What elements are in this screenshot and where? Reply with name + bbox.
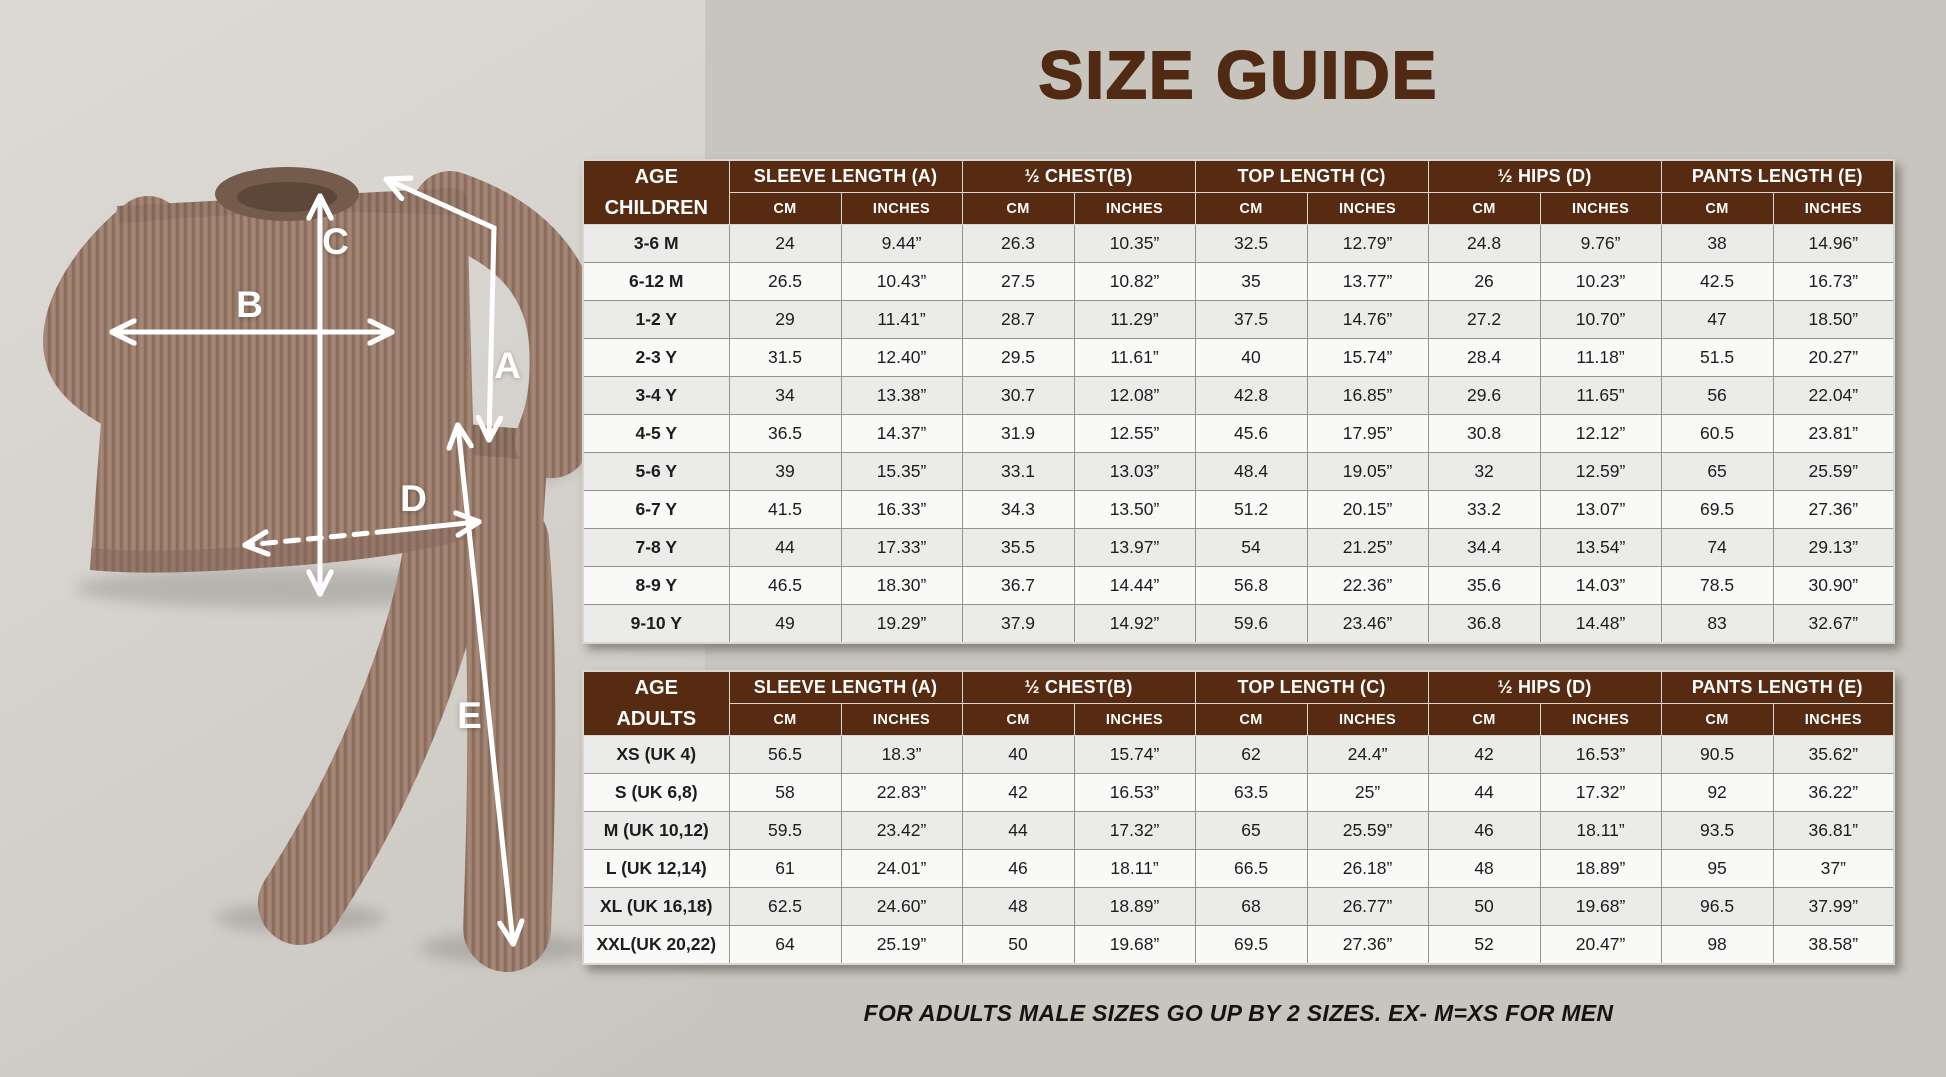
value-cell: 20.27” — [1773, 339, 1894, 377]
measure-label-e: E — [457, 695, 483, 736]
age-cell: 1-2 Y — [583, 301, 729, 339]
value-cell: 18.11” — [1074, 850, 1195, 888]
value-cell: 31.9 — [962, 415, 1074, 453]
value-cell: 60.5 — [1661, 415, 1773, 453]
value-cell: 38.58” — [1773, 926, 1894, 965]
value-cell: 69.5 — [1195, 926, 1307, 965]
value-cell: 26.18” — [1307, 850, 1428, 888]
value-cell: 15.74” — [1074, 736, 1195, 774]
value-cell: 42 — [1428, 736, 1540, 774]
value-cell: 14.96” — [1773, 225, 1894, 263]
value-cell: 25.59” — [1773, 453, 1894, 491]
value-cell: 16.53” — [1540, 736, 1661, 774]
unit-subheader: CM — [962, 704, 1074, 736]
value-cell: 25.59” — [1307, 812, 1428, 850]
size-row — [583, 774, 1894, 812]
value-cell: 17.33” — [841, 529, 962, 567]
value-cell: 61 — [729, 850, 841, 888]
value-cell: 27.5 — [962, 263, 1074, 301]
unit-subheader: INCHES — [1773, 704, 1894, 736]
value-cell: 42 — [962, 774, 1074, 812]
value-cell: 12.12” — [1540, 415, 1661, 453]
age-cell: 3-6 M — [583, 225, 729, 263]
value-cell: 28.7 — [962, 301, 1074, 339]
size-row — [583, 888, 1894, 926]
unit-subheader: CM — [1195, 704, 1307, 736]
measurement-group-header: SLEEVE LENGTH (A) — [729, 160, 962, 193]
value-cell: 9.44” — [841, 225, 962, 263]
value-cell: 37.9 — [962, 605, 1074, 644]
value-cell: 59.5 — [729, 812, 841, 850]
value-cell: 29.13” — [1773, 529, 1894, 567]
value-cell: 36.22” — [1773, 774, 1894, 812]
value-cell: 29.6 — [1428, 377, 1540, 415]
age-column-header-line: AGE — [634, 165, 678, 188]
age-cell: XL (UK 16,18) — [583, 888, 729, 926]
value-cell: 29 — [729, 301, 841, 339]
value-cell: 13.77” — [1307, 263, 1428, 301]
size-row — [583, 605, 1894, 644]
value-cell: 74 — [1661, 529, 1773, 567]
value-cell: 30.8 — [1428, 415, 1540, 453]
age-column-header-line: AGE — [634, 676, 678, 699]
value-cell: 22.36” — [1307, 567, 1428, 605]
value-cell: 12.55” — [1074, 415, 1195, 453]
value-cell: 16.53” — [1074, 774, 1195, 812]
value-cell: 18.30” — [841, 567, 962, 605]
size-row — [583, 453, 1894, 491]
value-cell: 36.7 — [962, 567, 1074, 605]
value-cell: 59.6 — [1195, 605, 1307, 644]
measure-label-d: D — [400, 478, 428, 519]
age-cell: 6-7 Y — [583, 491, 729, 529]
value-cell: 83 — [1661, 605, 1773, 644]
value-cell: 13.03” — [1074, 453, 1195, 491]
age-column-header — [583, 671, 729, 736]
age-cell: 4-5 Y — [583, 415, 729, 453]
value-cell: 34.3 — [962, 491, 1074, 529]
value-cell: 51.2 — [1195, 491, 1307, 529]
value-cell: 24.60” — [841, 888, 962, 926]
value-cell: 41.5 — [729, 491, 841, 529]
age-cell: 9-10 Y — [583, 605, 729, 644]
value-cell: 35 — [1195, 263, 1307, 301]
value-cell: 25” — [1307, 774, 1428, 812]
size-row — [583, 415, 1894, 453]
value-cell: 16.33” — [841, 491, 962, 529]
measurement-group-header: PANTS LENGTH (E) — [1661, 160, 1894, 193]
value-cell: 56.5 — [729, 736, 841, 774]
value-cell: 19.68” — [1074, 926, 1195, 965]
value-cell: 12.40” — [841, 339, 962, 377]
value-cell: 34 — [729, 377, 841, 415]
value-cell: 17.95” — [1307, 415, 1428, 453]
value-cell: 36.81” — [1773, 812, 1894, 850]
age-cell: 3-4 Y — [583, 377, 729, 415]
unit-subheader: INCHES — [1307, 704, 1428, 736]
measurement-group-header: ½ CHEST(B) — [962, 671, 1195, 704]
value-cell: 11.18” — [1540, 339, 1661, 377]
measurement-group-header: ½ CHEST(B) — [962, 160, 1195, 193]
value-cell: 12.79” — [1307, 225, 1428, 263]
unit-subheader: INCHES — [1773, 193, 1894, 225]
value-cell: 46 — [962, 850, 1074, 888]
value-cell: 49 — [729, 605, 841, 644]
value-cell: 24.01” — [841, 850, 962, 888]
unit-subheader: INCHES — [1540, 193, 1661, 225]
unit-subheader: INCHES — [1074, 193, 1195, 225]
age-column-header-line: ADULTS — [616, 707, 697, 730]
size-row — [583, 736, 1894, 774]
value-cell: 46.5 — [729, 567, 841, 605]
value-cell: 14.76” — [1307, 301, 1428, 339]
value-cell: 10.70” — [1540, 301, 1661, 339]
children-size-table — [582, 159, 1895, 644]
age-cell: 8-9 Y — [583, 567, 729, 605]
value-cell: 38 — [1661, 225, 1773, 263]
value-cell: 20.15” — [1307, 491, 1428, 529]
value-cell: 13.54” — [1540, 529, 1661, 567]
value-cell: 16.73” — [1773, 263, 1894, 301]
measure-label-b: B — [236, 284, 264, 325]
value-cell: 54 — [1195, 529, 1307, 567]
unit-subheader: INCHES — [841, 704, 962, 736]
unit-subheader: INCHES — [1307, 193, 1428, 225]
value-cell: 32.67” — [1773, 605, 1894, 644]
unit-subheader: CM — [1661, 193, 1773, 225]
value-cell: 10.82” — [1074, 263, 1195, 301]
value-cell: 17.32” — [1540, 774, 1661, 812]
value-cell: 11.61” — [1074, 339, 1195, 377]
value-cell: 65 — [1661, 453, 1773, 491]
value-cell: 36.8 — [1428, 605, 1540, 644]
unit-subheader: INCHES — [1074, 704, 1195, 736]
value-cell: 35.6 — [1428, 567, 1540, 605]
value-cell: 10.43” — [841, 263, 962, 301]
value-cell: 24.8 — [1428, 225, 1540, 263]
unit-subheader: CM — [1661, 704, 1773, 736]
value-cell: 28.4 — [1428, 339, 1540, 377]
adults-size-table — [582, 670, 1895, 965]
value-cell: 27.36” — [1773, 491, 1894, 529]
value-cell: 23.42” — [841, 812, 962, 850]
measure-label-a: A — [494, 345, 522, 386]
value-cell: 12.59” — [1540, 453, 1661, 491]
value-cell: 11.41” — [841, 301, 962, 339]
value-cell: 10.35” — [1074, 225, 1195, 263]
value-cell: 18.3” — [841, 736, 962, 774]
value-cell: 93.5 — [1661, 812, 1773, 850]
size-row — [583, 850, 1894, 888]
value-cell: 98 — [1661, 926, 1773, 965]
size-row — [583, 225, 1894, 263]
size-row — [583, 926, 1894, 965]
unit-subheader: INCHES — [1540, 704, 1661, 736]
unit-subheader: CM — [1428, 704, 1540, 736]
unit-subheader: CM — [1195, 193, 1307, 225]
value-cell: 37.5 — [1195, 301, 1307, 339]
value-cell: 33.1 — [962, 453, 1074, 491]
value-cell: 62.5 — [729, 888, 841, 926]
value-cell: 36.5 — [729, 415, 841, 453]
value-cell: 44 — [1428, 774, 1540, 812]
measurement-group-header: TOP LENGTH (C) — [1195, 160, 1428, 193]
value-cell: 30.90” — [1773, 567, 1894, 605]
value-cell: 22.04” — [1773, 377, 1894, 415]
value-cell: 34.4 — [1428, 529, 1540, 567]
value-cell: 64 — [729, 926, 841, 965]
age-cell: 5-6 Y — [583, 453, 729, 491]
unit-subheader: CM — [729, 193, 841, 225]
value-cell: 27.2 — [1428, 301, 1540, 339]
size-row — [583, 301, 1894, 339]
value-cell: 69.5 — [1661, 491, 1773, 529]
age-cell: XS (UK 4) — [583, 736, 729, 774]
value-cell: 14.48” — [1540, 605, 1661, 644]
value-cell: 35.5 — [962, 529, 1074, 567]
value-cell: 13.38” — [841, 377, 962, 415]
value-cell: 50 — [962, 926, 1074, 965]
value-cell: 32 — [1428, 453, 1540, 491]
value-cell: 92 — [1661, 774, 1773, 812]
value-cell: 10.23” — [1540, 263, 1661, 301]
value-cell: 96.5 — [1661, 888, 1773, 926]
value-cell: 33.2 — [1428, 491, 1540, 529]
value-cell: 18.89” — [1540, 850, 1661, 888]
value-cell: 65 — [1195, 812, 1307, 850]
value-cell: 12.08” — [1074, 377, 1195, 415]
value-cell: 18.89” — [1074, 888, 1195, 926]
value-cell: 56.8 — [1195, 567, 1307, 605]
unit-subheader: CM — [962, 193, 1074, 225]
value-cell: 56 — [1661, 377, 1773, 415]
value-cell: 19.68” — [1540, 888, 1661, 926]
value-cell: 52 — [1428, 926, 1540, 965]
value-cell: 30.7 — [962, 377, 1074, 415]
value-cell: 18.11” — [1540, 812, 1661, 850]
value-cell: 62 — [1195, 736, 1307, 774]
value-cell: 42.8 — [1195, 377, 1307, 415]
value-cell: 13.50” — [1074, 491, 1195, 529]
value-cell: 48 — [962, 888, 1074, 926]
page-title: SIZE GUIDE — [1038, 38, 1439, 113]
value-cell: 29.5 — [962, 339, 1074, 377]
value-cell: 51.5 — [1661, 339, 1773, 377]
value-cell: 11.65” — [1540, 377, 1661, 415]
value-cell: 46 — [1428, 812, 1540, 850]
value-cell: 16.85” — [1307, 377, 1428, 415]
unit-subheader: CM — [1428, 193, 1540, 225]
value-cell: 22.83” — [841, 774, 962, 812]
value-cell: 19.05” — [1307, 453, 1428, 491]
value-cell: 25.19” — [841, 926, 962, 965]
value-cell: 37” — [1773, 850, 1894, 888]
value-cell: 23.46” — [1307, 605, 1428, 644]
value-cell: 32.5 — [1195, 225, 1307, 263]
value-cell: 40 — [962, 736, 1074, 774]
size-row — [583, 812, 1894, 850]
size-row — [583, 263, 1894, 301]
value-cell: 78.5 — [1661, 567, 1773, 605]
value-cell: 95 — [1661, 850, 1773, 888]
size-row — [583, 491, 1894, 529]
measurement-group-header: SLEEVE LENGTH (A) — [729, 671, 962, 704]
value-cell: 68 — [1195, 888, 1307, 926]
value-cell: 18.50” — [1773, 301, 1894, 339]
value-cell: 26.3 — [962, 225, 1074, 263]
value-cell: 63.5 — [1195, 774, 1307, 812]
value-cell: 15.74” — [1307, 339, 1428, 377]
size-row — [583, 567, 1894, 605]
value-cell: 44 — [729, 529, 841, 567]
size-row — [583, 529, 1894, 567]
size-row — [583, 377, 1894, 415]
size-row — [583, 339, 1894, 377]
unit-subheader: INCHES — [841, 193, 962, 225]
value-cell: 24.4” — [1307, 736, 1428, 774]
value-cell: 37.99” — [1773, 888, 1894, 926]
value-cell: 20.47” — [1540, 926, 1661, 965]
value-cell: 42.5 — [1661, 263, 1773, 301]
value-cell: 26 — [1428, 263, 1540, 301]
value-cell: 50 — [1428, 888, 1540, 926]
value-cell: 14.92” — [1074, 605, 1195, 644]
measurement-group-header: ½ HIPS (D) — [1428, 160, 1661, 193]
value-cell: 26.5 — [729, 263, 841, 301]
value-cell: 19.29” — [841, 605, 962, 644]
value-cell: 13.97” — [1074, 529, 1195, 567]
value-cell: 14.37” — [841, 415, 962, 453]
value-cell: 15.35” — [841, 453, 962, 491]
value-cell: 48.4 — [1195, 453, 1307, 491]
age-cell: XXL(UK 20,22) — [583, 926, 729, 965]
measurement-group-header: TOP LENGTH (C) — [1195, 671, 1428, 704]
age-column-header-line: CHILDREN — [604, 196, 708, 219]
value-cell: 23.81” — [1773, 415, 1894, 453]
value-cell: 39 — [729, 453, 841, 491]
value-cell: 45.6 — [1195, 415, 1307, 453]
age-cell: 7-8 Y — [583, 529, 729, 567]
measure-label-c: C — [322, 221, 350, 262]
age-cell: L (UK 12,14) — [583, 850, 729, 888]
value-cell: 14.03” — [1540, 567, 1661, 605]
value-cell: 13.07” — [1540, 491, 1661, 529]
age-cell: M (UK 10,12) — [583, 812, 729, 850]
unit-subheader: CM — [729, 704, 841, 736]
value-cell: 24 — [729, 225, 841, 263]
value-cell: 90.5 — [1661, 736, 1773, 774]
value-cell: 58 — [729, 774, 841, 812]
footnote: FOR ADULTS MALE SIZES GO UP BY 2 SIZES. EX- M=XS FOR MEN — [863, 1000, 1614, 1026]
value-cell: 26.77” — [1307, 888, 1428, 926]
value-cell: 35.62” — [1773, 736, 1894, 774]
value-cell: 47 — [1661, 301, 1773, 339]
measurement-group-header: ½ HIPS (D) — [1428, 671, 1661, 704]
value-cell: 21.25” — [1307, 529, 1428, 567]
value-cell: 27.36” — [1307, 926, 1428, 965]
value-cell: 40 — [1195, 339, 1307, 377]
value-cell: 31.5 — [729, 339, 841, 377]
measurement-group-header: PANTS LENGTH (E) — [1661, 671, 1894, 704]
value-cell: 9.76” — [1540, 225, 1661, 263]
age-column-header — [583, 160, 729, 225]
value-cell: 14.44” — [1074, 567, 1195, 605]
age-cell: S (UK 6,8) — [583, 774, 729, 812]
value-cell: 44 — [962, 812, 1074, 850]
value-cell: 48 — [1428, 850, 1540, 888]
age-cell: 6-12 M — [583, 263, 729, 301]
value-cell: 17.32” — [1074, 812, 1195, 850]
value-cell: 66.5 — [1195, 850, 1307, 888]
age-cell: 2-3 Y — [583, 339, 729, 377]
value-cell: 11.29” — [1074, 301, 1195, 339]
